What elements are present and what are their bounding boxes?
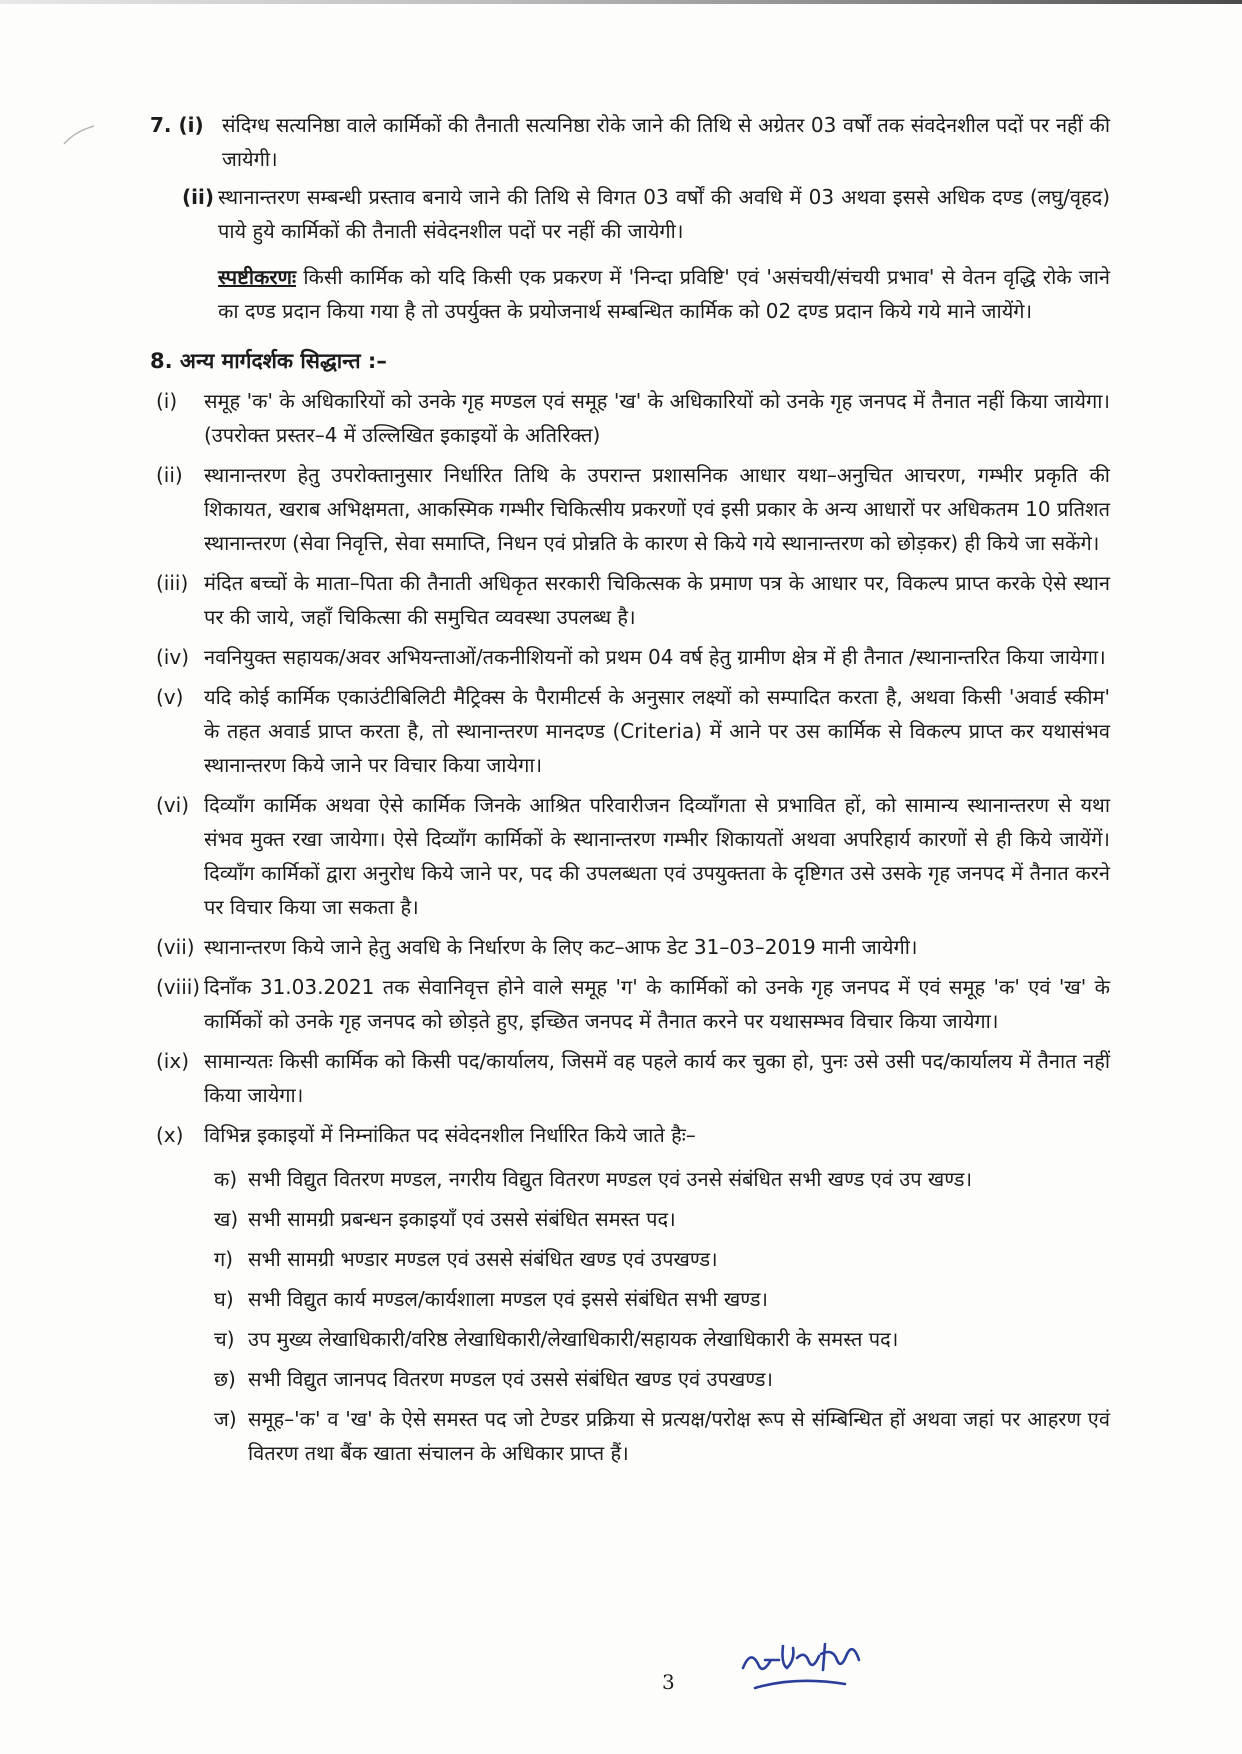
section-7-number: 7. (i) (150, 113, 204, 137)
list-item (150, 566, 1110, 634)
list-item-text: समूह 'क' के अधिकारियों को उनके गृह मण्डल एवं समूह 'ख' के अधिकारियों को उनके गृह जनपद में तैनात नहीं किया जायेगा। (उपरोक्त प्रस्तर–4 में उल्लिखित इकाइयों के अतिरिक्त) (204, 389, 1110, 447)
list-item-number: (ii) (156, 463, 183, 487)
list-item-text: नवनियुक्त सहायक/अवर अभियन्ताओं/तकनीशियनों को प्रथम 04 वर्ष हेतु ग्रामीण क्षेत्र में ही तैनात /स्थानान्तरित किया जायेगा। (204, 645, 1106, 669)
section-7-item-ii-text: स्थानान्तरण सम्बन्धी प्रस्ताव बनाये जाने की तिथि से विगत 03 वर्षों की अवधि में 03 अथवा इससे अधिक दण्ड (लघु/वृहद) पाये हुये कार्मिकों की तैनाती संवेदनशील पदों पर नहीं की जायेगी। (218, 185, 1110, 243)
section-7 (150, 108, 1110, 176)
list-item (150, 680, 1110, 782)
sub-list-item-marker: ज) (214, 1407, 237, 1431)
sub-list-item (214, 1242, 1110, 1276)
list-item-text: दिनाँक 31.03.2021 तक सेवानिवृत्त होने वाले समूह 'ग' के कार्मिकों को उनके गृह जनपद में एवं समूह 'क' एवं 'ख' के कार्मिकों को उनके गृह जनपद को छोड़ते हुए, इच्छित जनपद में तैनात करने पर यथासम्भव विचार किया जायेगा। (204, 975, 1110, 1033)
list-item (150, 1044, 1110, 1112)
section-8-heading: 8. अन्य मार्गदर्शक सिद्धान्त :– (150, 349, 387, 373)
sub-list-item-marker: छ) (214, 1367, 236, 1391)
clarification-label: स्पष्टीकरणः (218, 265, 297, 289)
section-7-text: संदिग्ध सत्यनिष्ठा वाले कार्मिकों की तैनाती सत्यनिष्ठा रोके जाने की तिथि से अग्रेतर 03 वर्षों तक संवदेनशील पदों पर नहीं की जायेगी। (222, 113, 1110, 171)
list-item-number: (vi) (156, 793, 189, 817)
list-item (150, 1118, 1110, 1152)
clarification (150, 260, 1110, 328)
list-item-number: (viii) (156, 975, 201, 999)
list-item (150, 788, 1110, 924)
list-item-number: (x) (156, 1123, 184, 1147)
list-item-number: (iii) (156, 571, 189, 595)
list-item-text: मंदित बच्चों के माता–पिता की तैनाती अधिकृत सरकारी चिकित्सक के प्रमाण पत्र के आधार पर, विकल्प प्राप्त करके ऐसे स्थान पर की जाये, जहाँ चिकित्सा की समुचित व्यवस्था उपलब्ध है। (204, 571, 1110, 629)
list-item (150, 930, 1110, 964)
sub-list-item (214, 1322, 1110, 1356)
section-7-item-ii-number: (ii) (182, 185, 214, 209)
sub-list-item-marker: घ) (214, 1287, 234, 1311)
sub-list-item-marker: च) (214, 1327, 235, 1351)
list-item (150, 384, 1110, 452)
top-edge-rule (0, 0, 1242, 4)
sub-list-item-text: सभी सामग्री प्रबन्धन इकाइयाँ एवं उससे संबंधित समस्त पद। (248, 1207, 676, 1231)
sub-list-item (214, 1202, 1110, 1236)
list-item (150, 640, 1110, 674)
list-item-number: (iv) (156, 645, 189, 669)
list-item-text: स्थानान्तरण किये जाने हेतु अवधि के निर्धारण के लिए कट–आफ डेट 31–03–2019 मानी जायेगी। (204, 935, 918, 959)
sub-list-item-marker: ख) (214, 1207, 239, 1231)
margin-mark (60, 120, 100, 150)
sub-list-item-text: सभी विद्युत वितरण मण्डल, नगरीय विद्युत वितरण मण्डल एवं उनसे संबंधित सभी खण्ड एवं उप खण्ड। (248, 1167, 973, 1191)
sub-list-item (214, 1362, 1110, 1396)
sub-list-item-text: सभी विद्युत जानपद वितरण मण्डल एवं उससे संबंधित खण्ड एवं उपखण्ड। (248, 1367, 773, 1391)
list-item-text: सामान्यतः किसी कार्मिक को किसी पद/कार्यालय, जिसमें वह पहले कार्य कर चुका हो, पुनः उसे उसी पद/कार्यालय में तैनात नहीं किया जायेगा। (204, 1049, 1110, 1107)
page-number: 3 (662, 1670, 675, 1694)
sub-list-item-text: उप मुख्य लेखाधिकारी/वरिष्ठ लेखाधिकारी/लेखाधिकारी/सहायक लेखाधिकारी के समस्त पद। (248, 1327, 899, 1351)
clarification-text: किसी कार्मिक को यदि किसी एक प्रकरण में 'निन्दा प्रविष्टि' एवं 'असंचयी/संचयी प्रभाव' से वेतन वृद्धि रोके जाने का दण्ड प्रदान किया गया है तो उपर्युक्त के प्रयोजनार्थ सम्बन्धित कार्मिक को 02 दण्ड प्रदान किये गये माने जायेंगे। (218, 265, 1110, 323)
sub-list-item-marker: ग) (214, 1247, 234, 1271)
sub-list-item-text: सभी सामग्री भण्डार मण्डल एवं उससे संबंधित खण्ड एवं उपखण्ड। (248, 1247, 718, 1271)
sub-list-item-text: सभी विद्युत कार्य मण्डल/कार्यशाला मण्डल एवं इससे संबंधित सभी खण्ड। (248, 1287, 769, 1311)
list-item-number: (ix) (156, 1049, 189, 1073)
list-item-text: दिव्याँग कार्मिक अथवा ऐसे कार्मिक जिनके आश्रित परिवारीजन दिव्याँगता से प्रभावित हों, को सामान्य स्थानान्तरण से यथा संभव मुक्त रखा जायेगा। ऐसे दिव्याँग कार्मिकों के स्थानान्तरण गम्भीर शिकायतों अथवा अपरिहार्य कारणों से ही किये जायेंगें। दिव्याँग कार्मिकों द्वारा अनुरोध किये जाने पर, पद की उपलब्धता एवं उपयुक्तता के दृष्टिगत उसे उसके गृह जनपद में तैनात करने पर विचार किया जा सकता है। (204, 793, 1110, 919)
sensitive-posts-list (150, 1162, 1110, 1470)
signature (735, 1630, 885, 1700)
list-item-text: विभिन्न इकाइयों में निम्नांकित पद संवेदनशील निर्धारित किये जाते हैः– (204, 1123, 696, 1147)
sub-list-item (214, 1402, 1110, 1470)
document-page (150, 108, 1110, 1470)
sub-list-item (214, 1282, 1110, 1316)
list-item (150, 970, 1110, 1038)
section-7-item-ii (150, 180, 1110, 248)
list-item-number: (v) (156, 685, 184, 709)
list-item (150, 458, 1110, 560)
sub-list-item-text: समूह–'क' व 'ख' के ऐसे समस्त पद जो टेण्डर प्रक्रिया से प्रत्यक्ष/परोक्ष रूप से संम्बिन्धित हों अथवा जहां पर आहरण एवं वितरण तथा बैंक खाता संचालन के अधिकार प्राप्त हैं। (248, 1407, 1110, 1465)
section-8-items (150, 384, 1110, 1152)
sub-list-item (214, 1162, 1110, 1196)
list-item-text: स्थानान्तरण हेतु उपरोक्तानुसार निर्धारित तिथि के उपरान्त प्रशासनिक आधार यथा–अनुचित आचरण, गम्भीर प्रकृति की शिकायत, खराब अभिक्षमता, आकस्मिक गम्भीर चिकित्सीय प्रकरणों एवं इसी प्रकार के अन्य आधारों पर अधिकतम 10 प्रतिशत स्थानान्तरण (सेवा निवृत्ति, सेवा समाप्ति, निधन एवं प्रोन्नति के कारण से किये गये स्थानान्तरण को छोड़कर) ही किये जा सकेंगे। (204, 463, 1110, 555)
list-item-text: यदि कोई कार्मिक एकाउंटीबिलिटी मैट्रिक्स के पैरामीटर्स के अनुसार लक्ष्यों को सम्पादित करता है, अथवा किसी 'अवार्ड स्कीम' के तहत अवार्ड प्राप्त करता है, तो स्थानान्तरण मानदण्ड (Criteria) में आने पर उस कार्मिक से विकल्प प्राप्त कर यथासंभव स्थानान्तरण किये जाने पर विचार किया जायेगा। (204, 685, 1110, 777)
list-item-number: (i) (156, 389, 178, 413)
sub-list-item-marker: क) (214, 1167, 238, 1191)
list-item-number: (vii) (156, 935, 195, 959)
